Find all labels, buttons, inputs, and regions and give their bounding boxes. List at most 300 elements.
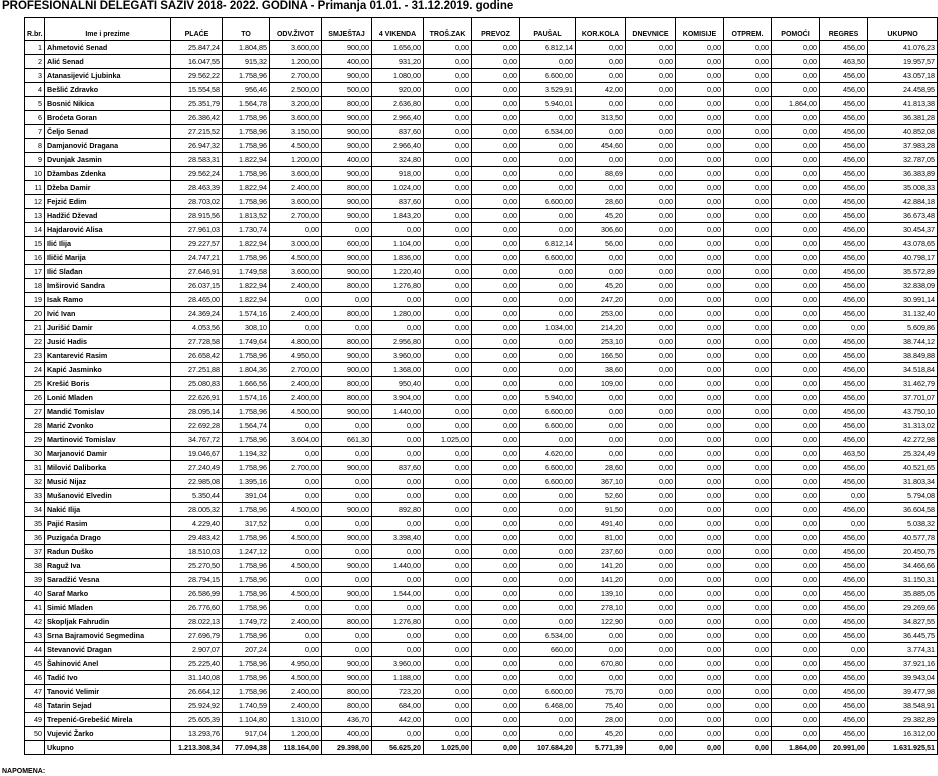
amount-cell: 1.758,96 [223,657,270,671]
amount-cell: 1.758,96 [223,685,270,699]
amount-cell: 22.985,08 [171,475,223,489]
amount-cell: 0,00 [724,125,772,139]
amount-cell: 456,00 [820,433,868,447]
amount-cell: 4.620,00 [520,447,576,461]
amount-cell: 0,00 [520,713,576,727]
person-name: Kantarević Rasim [45,349,171,363]
amount-cell: 660,00 [520,643,576,657]
table-row [25,545,938,559]
person-name: Ilić Slađan [45,265,171,279]
amount-cell: 456,00 [820,111,868,125]
amount-cell: 35.885,05 [868,587,938,601]
amount-cell: 0,00 [372,727,424,741]
amount-cell: 0,00 [424,69,472,83]
amount-cell: 207,24 [223,643,270,657]
amount-cell: 0,00 [520,293,576,307]
column-header: R.br. [25,18,45,41]
amount-cell: 28,00 [576,713,626,727]
amount-cell: 0,00 [676,279,724,293]
amount-cell: 0,00 [676,195,724,209]
amount-cell: 800,00 [322,615,372,629]
amount-cell: 0,00 [724,307,772,321]
amount-cell: 0,00 [772,489,820,503]
row-number: 30 [25,447,45,461]
amount-cell: 0,00 [472,125,520,139]
row-number: 15 [25,237,45,251]
person-name: Puzigaća Drago [45,531,171,545]
amount-cell: 0,00 [270,419,322,433]
amount-cell: 456,00 [820,293,868,307]
amount-cell: 0,00 [424,531,472,545]
amount-cell: 0,00 [772,517,820,531]
amount-cell: 6.600,00 [520,195,576,209]
amount-cell: 0,00 [676,307,724,321]
amount-cell: 0,00 [424,111,472,125]
amount-cell: 0,00 [270,447,322,461]
amount-cell: 3.600,00 [270,41,322,55]
amount-cell: 0,00 [424,125,472,139]
amount-cell: 52,60 [576,489,626,503]
amount-cell: 1.822,94 [223,181,270,195]
amount-cell: 1.758,96 [223,461,270,475]
amount-cell: 900,00 [322,209,372,223]
amount-cell: 0,00 [322,419,372,433]
amount-cell: 0,00 [424,559,472,573]
amount-cell: 4.053,56 [171,321,223,335]
amount-cell: 28.703,02 [171,195,223,209]
amount-cell: 0,00 [676,335,724,349]
amount-cell: 0,00 [372,293,424,307]
amount-cell: 0,00 [772,629,820,643]
amount-cell: 1.758,96 [223,195,270,209]
amount-cell: 0,00 [270,601,322,615]
amount-cell: 0,00 [724,587,772,601]
amount-cell: 2.400,00 [270,377,322,391]
amount-cell: 456,00 [820,671,868,685]
amount-cell: 0,00 [424,545,472,559]
amount-cell: 0,00 [676,83,724,97]
amount-cell: 6.600,00 [520,69,576,83]
amount-cell: 39.477,98 [868,685,938,699]
row-number: 40 [25,587,45,601]
total-cell: 1.864,00 [772,741,820,755]
amount-cell: 34.466,66 [868,559,938,573]
amount-cell: 0,00 [676,657,724,671]
amount-cell: 19.046,67 [171,447,223,461]
table-row [25,657,938,671]
row-number: 20 [25,307,45,321]
amount-cell: 1.864,00 [772,97,820,111]
row-number: 3 [25,69,45,83]
amount-cell: 22.692,28 [171,419,223,433]
amount-cell: 0,00 [772,419,820,433]
amount-cell: 0,00 [626,153,676,167]
amount-cell: 1.276,80 [372,279,424,293]
amount-cell: 800,00 [322,699,372,713]
amount-cell: 0,00 [676,377,724,391]
amount-cell: 0,00 [270,643,322,657]
amount-cell: 0,00 [520,209,576,223]
amount-cell: 0,00 [472,671,520,685]
column-header: 4 VIKENDA [372,18,424,41]
amount-cell: 42,00 [576,83,626,97]
person-name: Atanasijević Ljubinka [45,69,171,83]
amount-cell: 3.604,00 [270,433,322,447]
amount-cell: 0,00 [626,223,676,237]
person-name: Mušanović Elvedin [45,489,171,503]
amount-cell: 456,00 [820,615,868,629]
amount-cell: 43.750,10 [868,405,938,419]
amount-cell: 0,00 [676,209,724,223]
amount-cell: 0,00 [322,601,372,615]
row-number: 39 [25,573,45,587]
person-name: Milović Daliborka [45,461,171,475]
amount-cell: 0,00 [626,97,676,111]
amount-cell: 36.604,58 [868,503,938,517]
amount-cell: 950,40 [372,377,424,391]
amount-cell: 3.398,40 [372,531,424,545]
total-cell: 0,00 [472,741,520,755]
amount-cell: 456,00 [820,475,868,489]
amount-cell: 0,00 [676,363,724,377]
amount-cell: 0,00 [724,209,772,223]
amount-cell: 0,00 [626,419,676,433]
amount-cell: 0,00 [820,489,868,503]
amount-cell: 0,00 [676,489,724,503]
amount-cell: 5.350,44 [171,489,223,503]
amount-cell: 4.500,00 [270,671,322,685]
amount-cell: 0,00 [676,503,724,517]
amount-cell: 0,00 [772,153,820,167]
amount-cell: 2.500,00 [270,83,322,97]
amount-cell: 1.813,52 [223,209,270,223]
amount-cell: 0,00 [576,671,626,685]
person-name: Saradžić Vesna [45,573,171,587]
amount-cell: 0,00 [676,181,724,195]
row-number: 25 [25,377,45,391]
person-name: Jusić Hadis [45,335,171,349]
amount-cell: 36.381,28 [868,111,938,125]
amount-cell: 900,00 [322,167,372,181]
total-cell: 0,00 [724,741,772,755]
amount-cell: 1.740,59 [223,699,270,713]
amount-cell: 0,00 [576,433,626,447]
amount-cell: 1.440,00 [372,405,424,419]
table-row [25,125,938,139]
amount-cell: 0,00 [322,447,372,461]
amount-cell: 0,00 [520,573,576,587]
amount-cell: 0,00 [676,349,724,363]
total-cell [25,741,45,755]
amount-cell: 0,00 [372,517,424,531]
amount-cell: 4.500,00 [270,559,322,573]
amount-cell: 0,00 [520,349,576,363]
amount-cell: 38,60 [576,363,626,377]
amount-cell: 2.400,00 [270,279,322,293]
amount-cell: 0,00 [372,321,424,335]
amount-cell: 0,00 [472,349,520,363]
amount-cell: 0,00 [724,293,772,307]
row-number: 19 [25,293,45,307]
amount-cell: 0,00 [626,195,676,209]
amount-cell: 0,00 [472,307,520,321]
amount-cell: 0,00 [676,517,724,531]
amount-cell: 0,00 [626,671,676,685]
amount-cell: 1.758,96 [223,111,270,125]
amount-cell: 34.827,55 [868,615,938,629]
person-name: Tanović Velimir [45,685,171,699]
amount-cell: 5.609,86 [868,321,938,335]
amount-cell: 3.904,00 [372,391,424,405]
amount-cell: 0,00 [772,237,820,251]
table-row [25,209,938,223]
amount-cell: 25.080,83 [171,377,223,391]
amount-cell: 0,00 [520,559,576,573]
amount-cell: 0,00 [424,237,472,251]
amount-cell: 25.351,79 [171,97,223,111]
amount-cell: 0,00 [676,405,724,419]
amount-cell: 0,00 [724,55,772,69]
amount-cell: 918,00 [372,167,424,181]
amount-cell: 1.758,96 [223,559,270,573]
amount-cell: 25.270,50 [171,559,223,573]
amount-cell: 3.774,31 [868,643,938,657]
row-number: 6 [25,111,45,125]
amount-cell: 456,00 [820,419,868,433]
amount-cell: 0,00 [520,727,576,741]
amount-cell: 0,00 [772,83,820,97]
amount-cell: 0,00 [472,153,520,167]
amount-cell: 0,00 [424,629,472,643]
amount-cell: 0,00 [472,545,520,559]
amount-cell: 0,00 [424,181,472,195]
amount-cell: 456,00 [820,83,868,97]
amount-cell: 0,00 [772,69,820,83]
row-number: 29 [25,433,45,447]
amount-cell: 19.957,57 [868,55,938,69]
total-cell: 0,00 [676,741,724,755]
person-name: Čeljo Senad [45,125,171,139]
amount-cell: 5.940,00 [520,391,576,405]
column-header: REGRES [820,18,868,41]
amount-cell: 4.950,00 [270,349,322,363]
amount-cell: 400,00 [322,727,372,741]
row-number: 50 [25,727,45,741]
amount-cell: 0,00 [424,293,472,307]
amount-cell: 35.008,33 [868,181,938,195]
table-row [25,643,938,657]
amount-cell: 28.022,13 [171,615,223,629]
amount-cell: 0,00 [472,629,520,643]
amount-cell: 6.534,00 [520,125,576,139]
amount-cell: 456,00 [820,209,868,223]
amount-cell: 0,00 [676,139,724,153]
amount-cell: 1.758,96 [223,573,270,587]
amount-cell: 24.369,24 [171,307,223,321]
person-name: Lonić Mladen [45,391,171,405]
amount-cell: 0,00 [576,153,626,167]
amount-cell: 0,00 [520,503,576,517]
amount-cell: 1.034,00 [520,321,576,335]
amount-cell: 0,00 [772,41,820,55]
amount-cell: 25.605,39 [171,713,223,727]
amount-cell: 28,60 [576,461,626,475]
amount-cell: 0,00 [724,41,772,55]
amount-cell: 0,00 [576,251,626,265]
amount-cell: 25.924,92 [171,699,223,713]
amount-cell: 0,00 [676,615,724,629]
amount-cell: 1.656,00 [372,41,424,55]
amount-cell: 0,00 [424,405,472,419]
amount-cell: 0,00 [772,223,820,237]
amount-cell: 0,00 [576,447,626,461]
amount-cell: 800,00 [322,307,372,321]
amount-cell: 0,00 [424,251,472,265]
amount-cell: 0,00 [424,83,472,97]
column-header: KOR.KOLA [576,18,626,41]
amount-cell: 800,00 [322,181,372,195]
amount-cell: 0,00 [724,433,772,447]
amount-cell: 166,50 [576,349,626,363]
amount-cell: 1.310,00 [270,713,322,727]
amount-cell: 27.251,88 [171,363,223,377]
amount-cell: 1.758,96 [223,531,270,545]
person-name: Damjanović Dragana [45,139,171,153]
amount-cell: 1.564,74 [223,419,270,433]
amount-cell: 456,00 [820,335,868,349]
person-name: Iličić Marija [45,251,171,265]
amount-cell: 75,70 [576,685,626,699]
amount-cell: 0,00 [472,433,520,447]
person-name: Bešlić Zdravko [45,83,171,97]
amount-cell: 456,00 [820,237,868,251]
amount-cell: 1.822,94 [223,279,270,293]
amount-cell: 0,00 [676,265,724,279]
column-header: KOMISIJE [676,18,724,41]
amount-cell: 2.400,00 [270,685,322,699]
amount-cell: 91,50 [576,503,626,517]
amount-cell: 88,69 [576,167,626,181]
table-row [25,237,938,251]
amount-cell: 391,04 [223,489,270,503]
amount-cell: 13.293,76 [171,727,223,741]
amount-cell: 0,00 [676,531,724,545]
amount-cell: 0,00 [270,475,322,489]
amount-cell: 0,00 [520,153,576,167]
amount-cell: 3.960,00 [372,349,424,363]
amount-cell: 141,20 [576,573,626,587]
amount-cell: 0,00 [724,601,772,615]
amount-cell: 456,00 [820,251,868,265]
table-row [25,349,938,363]
amount-cell: 0,00 [626,209,676,223]
amount-cell: 0,00 [724,363,772,377]
amount-cell: 0,00 [724,713,772,727]
amount-cell: 4.500,00 [270,587,322,601]
amount-cell: 139,10 [576,587,626,601]
total-cell: 1.213.308,34 [171,741,223,755]
amount-cell: 31.150,31 [868,573,938,587]
amount-cell: 900,00 [322,559,372,573]
amount-cell: 1.395,16 [223,475,270,489]
person-name: Tadić Ivo [45,671,171,685]
amount-cell: 0,00 [270,321,322,335]
row-number: 49 [25,713,45,727]
person-name: Krešić Boris [45,377,171,391]
amount-cell: 1.440,00 [372,559,424,573]
amount-cell: 37.701,07 [868,391,938,405]
table-row [25,391,938,405]
person-name: Nakić Ilija [45,503,171,517]
amount-cell: 1.758,96 [223,405,270,419]
amount-cell: 16.047,55 [171,55,223,69]
row-number: 27 [25,405,45,419]
amount-cell: 26.037,15 [171,279,223,293]
amount-cell: 0,00 [472,321,520,335]
amount-cell: 0,00 [472,461,520,475]
amount-cell: 0,00 [724,405,772,419]
amount-cell: 2.400,00 [270,307,322,321]
amount-cell: 0,00 [772,265,820,279]
amount-cell: 1.574,16 [223,307,270,321]
table-row [25,293,938,307]
amount-cell: 25.847,24 [171,41,223,55]
amount-cell: 27.961,03 [171,223,223,237]
amount-cell: 800,00 [322,97,372,111]
amount-cell: 0,00 [472,55,520,69]
amount-cell: 0,00 [372,601,424,615]
amount-cell: 0,00 [472,503,520,517]
amount-cell: 28.583,31 [171,153,223,167]
table-row [25,573,938,587]
amount-cell: 0,00 [472,237,520,251]
row-number: 14 [25,223,45,237]
table-row [25,223,938,237]
amount-cell: 0,00 [676,559,724,573]
amount-cell: 2.400,00 [270,699,322,713]
table-row [25,727,938,741]
amount-cell: 0,00 [626,405,676,419]
amount-cell: 6.468,00 [520,699,576,713]
amount-cell: 0,00 [520,139,576,153]
amount-cell: 4.950,00 [270,657,322,671]
amount-cell: 456,00 [820,125,868,139]
amount-cell: 900,00 [322,69,372,83]
amount-cell: 28.465,00 [171,293,223,307]
amount-cell: 18.510,03 [171,545,223,559]
amount-cell: 837,60 [372,125,424,139]
row-number: 35 [25,517,45,531]
amount-cell: 0,00 [676,111,724,125]
amount-cell: 0,00 [424,475,472,489]
amount-cell: 38.548,91 [868,699,938,713]
amount-cell: 1.758,96 [223,167,270,181]
amount-cell: 0,00 [772,699,820,713]
amount-cell: 0,00 [472,83,520,97]
amount-cell: 0,00 [724,265,772,279]
amount-cell: 6.812,14 [520,237,576,251]
amount-cell: 253,00 [576,307,626,321]
amount-cell: 0,00 [472,447,520,461]
amount-cell: 0,00 [772,433,820,447]
amount-cell: 0,00 [772,615,820,629]
table-row [25,139,938,153]
amount-cell: 1.843,20 [372,209,424,223]
amount-cell: 0,00 [626,321,676,335]
amount-cell: 6.600,00 [520,405,576,419]
amount-cell: 0,00 [626,657,676,671]
amount-cell: 15.554,58 [171,83,223,97]
